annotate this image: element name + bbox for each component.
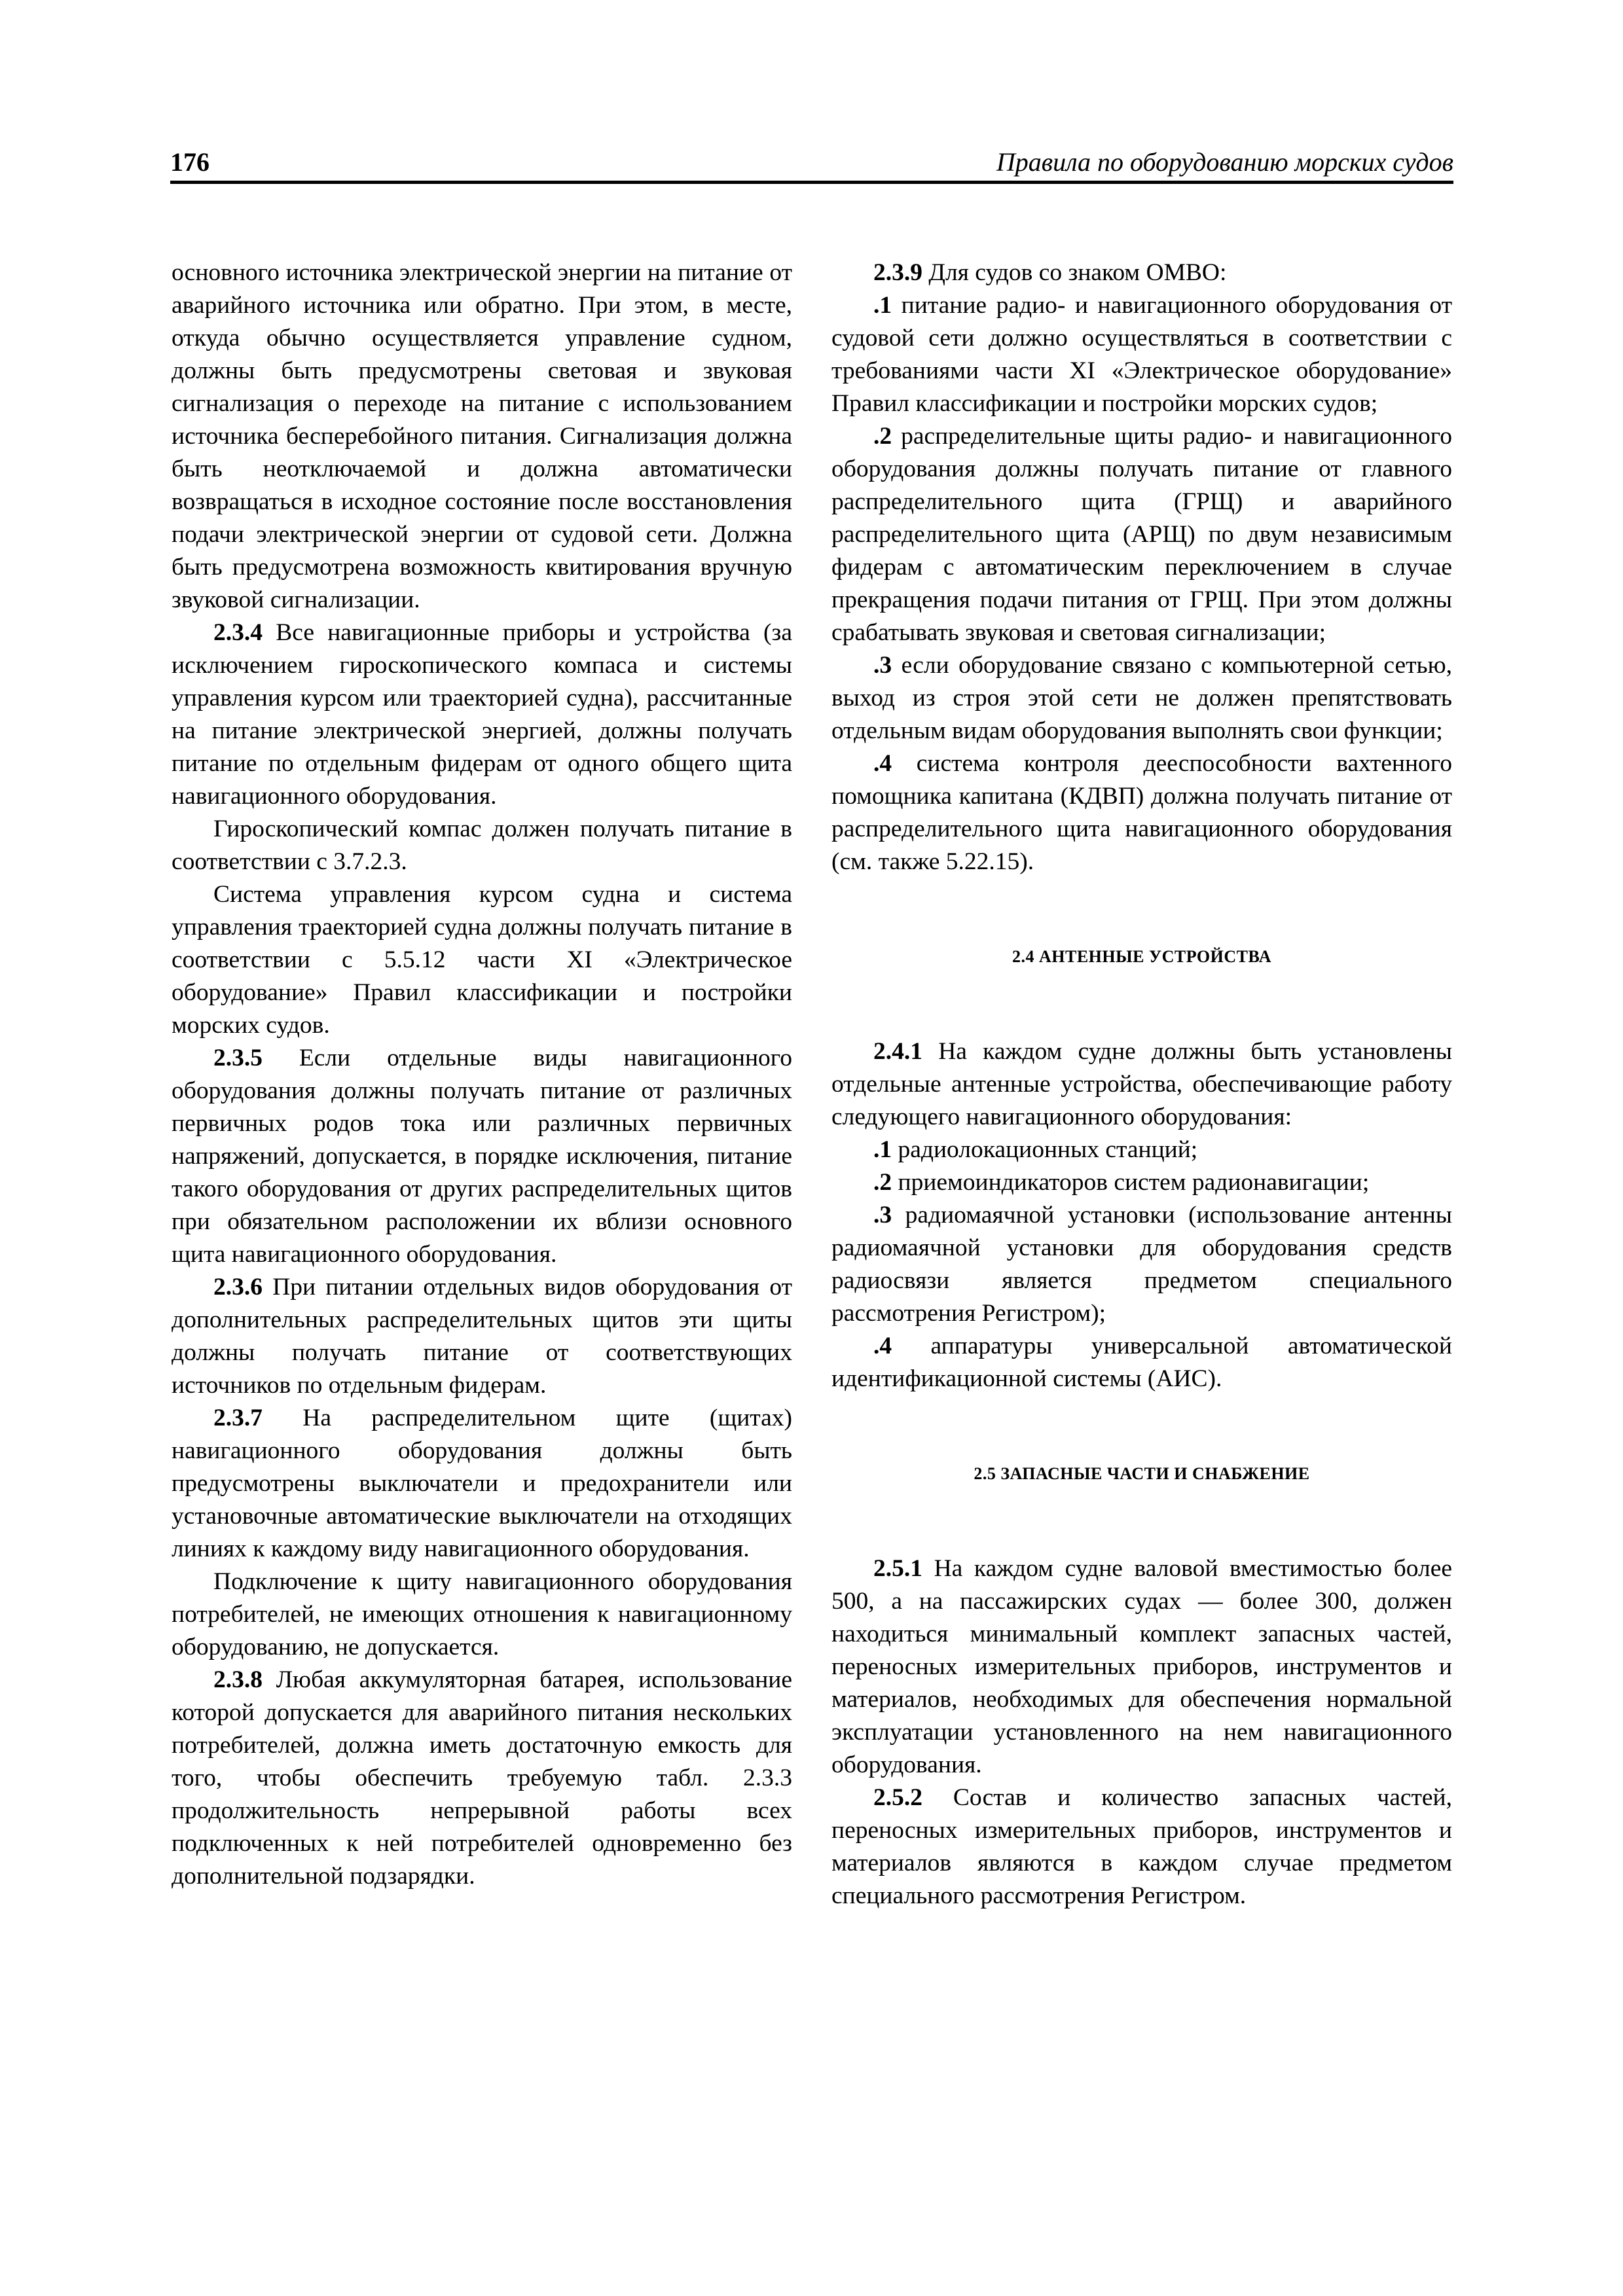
list-item-2-3-9-1: .1 питание радио- и навигационного оборудования от судовой сети должно осуществляться в соответствии с требованиями части XI «Электрическое оборудование» Правил классификации и постройки морских судов;	[831, 292, 1452, 417]
list-item-2-4-1-4: .4 аппаратуры универсальной автоматической идентификационной системы (АИС).	[831, 1333, 1452, 1392]
right-column	[831, 257, 1452, 1912]
list-item-2-3-9-4: .4 система контроля дееспособности вахтенного помощника капитана (КДВП) должна получать питание от распределительного щита навигационного оборудования (см. также 5.22.15).	[831, 750, 1452, 875]
list-item-2-3-9-2: .2 распределительные щиты радио- и навигационного оборудования должны получать питание от главного распределительного щита (ГРЩ) и аварийного распределительного щита (АРЩ) по двум независимым фидерам с автоматическим переключением в случае прекращения подачи питания от ГРЩ. При этом должны срабатывать звуковая и световая сигнализации;	[831, 423, 1452, 646]
paragraph-2-5-2: 2.5.2 Состав и количество запасных частей, переносных измерительных приборов, инструментов и материалов являются в каждом случае предметом специального рассмотрения Регистром.	[831, 1784, 1452, 1909]
paragraph-gyrocompass: Гироскопический компас должен получать питание в соответствии с 3.7.2.3.	[172, 816, 792, 875]
paragraph-connection: Подключение к щиту навигационного оборудования потребителей, не имеющих отношения к навигационному оборудованию, не допускается.	[172, 1568, 792, 1660]
paragraph-2-3-9: 2.3.9 Для судов со знаком ОМВО:	[873, 259, 1227, 286]
left-column	[172, 257, 792, 1893]
paragraph-2-3-6: 2.3.6 При питании отдельных видов оборудования от дополнительных распределительных щитов эти щиты должны получать питание от соответствующих источников по отдельным фидерам.	[172, 1274, 792, 1399]
paragraph-continuation: основного источника электрической энергии на питание от аварийного источника или обратно. При этом, в месте, откуда обычно осуществляется управление судном, должны быть предусмотрены световая и звуковая сигнализация о переходе на питание с использованием источника бесперебойного питания. Сигнализация должна быть неотключаемой и должна автоматически возвращаться в исходное состояние после восстановления подачи электрической энергии от судовой сети. Должна быть предусмотрена возможность квитирования вручную звуковой сигнализации.	[172, 259, 792, 613]
list-item-2-4-1-1: .1 радиолокационных станций;	[873, 1136, 1198, 1163]
page-number: 176	[170, 147, 210, 177]
paragraph-2-3-5: 2.3.5 Если отдельные виды навигационного оборудования должны получать питание от различных первичных родов тока или различных первичных напряжений, допускается, в порядке исключения, питание такого оборудования от других распределительных щитов при обязательном расположении их вблизи основного щита навигационного оборудования.	[172, 1045, 792, 1268]
page-header	[170, 143, 1453, 184]
paragraph-2-5-1: 2.5.1 На каждом судне валовой вместимостью более 500, а на пассажирских судах — более 300, должен находиться минимальный комплект запасных частей, переносных измерительных приборов, инструментов и материалов, необходимых для обеспечения нормальной эксплуатации установленного на нем навигационного оборудования.	[831, 1555, 1452, 1778]
paragraph-2-3-7: 2.3.7 На распределительном щите (щитах) навигационного оборудования должны быть предусмотрены выключатели и предохранители или установочные автоматические выключатели на отходящих линиях к каждому виду навигационного оборудования.	[172, 1405, 792, 1562]
section-heading-2-5: 2.5 ЗАПАСНЫЕ ЧАСТИ И СНАБЖЕНИЕ	[974, 1464, 1310, 1483]
paragraph-2-3-4: 2.3.4 Все навигационные приборы и устройства (за исключением гироскопического компаса и системы управления курсом или траекторией судна), рассчитанные на питание электрической энергией, должны получать питание по отдельным фидерам от одного общего щита навигационного оборудования.	[172, 619, 792, 810]
paragraph-2-4-1: 2.4.1 На каждом судне должны быть установлены отдельные антенные устройства, обеспечивающие работу следующего навигационного оборудования:	[831, 1038, 1452, 1130]
running-title: Правила по оборудованию морских судов	[996, 147, 1453, 177]
paragraph-course-control: Система управления курсом судна и система управления траекторией судна должны получать питание в соответствии с 5.5.12 части XI «Электрическое оборудование» Правил классификации и постройки морских судов.	[172, 881, 792, 1039]
paragraph-2-3-8: 2.3.8 Любая аккумуляторная батарея, использование которой допускается для аварийного питания нескольких потребителей, должна иметь достаточную емкость для того, чтобы обеспечить требуемую табл. 2.3.3 продолжительность непрерывной работы всех подключенных к ней потребителей одновременно без дополнительной подзарядки.	[172, 1666, 792, 1890]
list-item-2-3-9-3: .3 если оборудование связано с компьютерной сетью, выход из строя этой сети не должен препятствовать отдельным видам оборудования выполнять свои функции;	[831, 652, 1452, 744]
list-item-2-4-1-3: .3 радиомаячной установки (использование антенны радиомаячной установки для оборудования средств радиосвязи является предметом специального рассмотрения Регистром);	[831, 1202, 1452, 1327]
section-heading-2-4: 2.4 АНТЕННЫЕ УСТРОЙСТВА	[1012, 947, 1271, 966]
list-item-2-4-1-2: .2 приемоиндикаторов систем радионавигации;	[873, 1169, 1370, 1196]
